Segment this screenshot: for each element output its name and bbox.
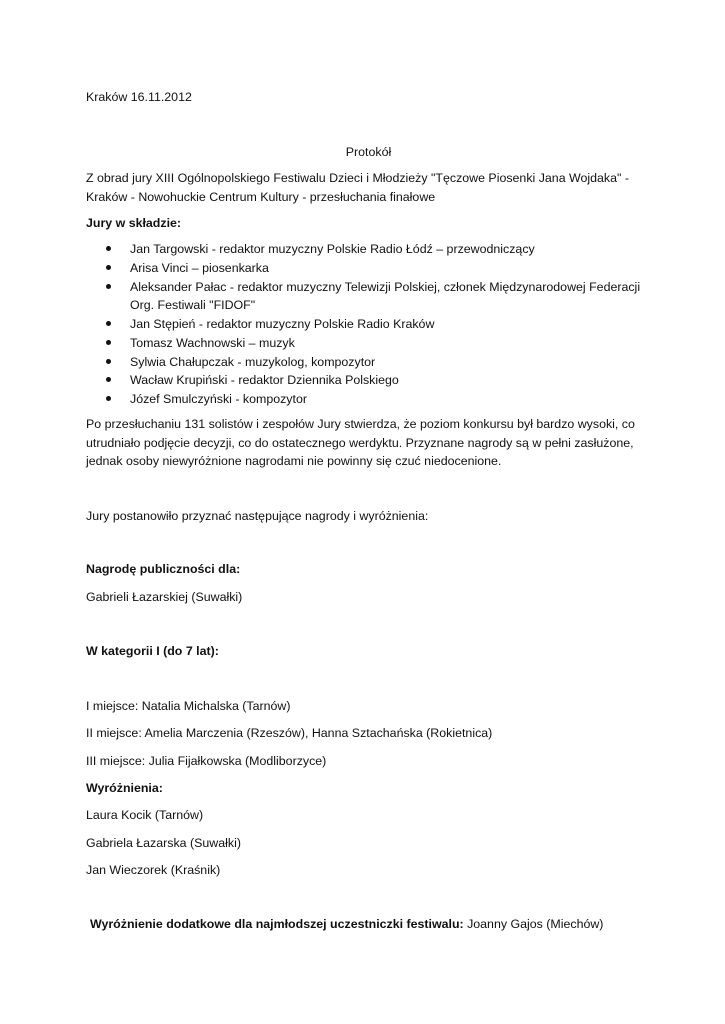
honor-item: Jan Wieczorek (Kraśnik) <box>86 863 221 877</box>
statement-line-3: jednak osoby niewyróżnione nagrodami nie powinny się czuć niedocenione. <box>86 454 502 468</box>
bullet-icon <box>106 284 111 289</box>
honor-item: Gabriela Łazarska (Suwałki) <box>86 836 241 850</box>
audience-award-winner: Gabrieli Łazarskiej (Suwałki) <box>86 590 243 604</box>
jury-member: Jan Stępień - redaktor muzyczny Polskie Radio Kraków <box>130 317 435 331</box>
audience-award-heading: Nagrodę publiczności dla: <box>86 562 241 576</box>
jury-member: Jan Targowski - redaktor muzyczny Polskie Radio Łódź – przewodniczący <box>130 242 535 256</box>
jury-member: Tomasz Wachnowski – muzyk <box>130 336 295 350</box>
bullet-icon <box>106 340 111 345</box>
honor-item: Laura Kocik (Tarnów) <box>86 808 204 822</box>
statement-line-2: utrudniało podjęcie decyzji, co do ostatecznego werdyktu. Przyznane nagrody są w pełni zasłużone, <box>86 436 634 450</box>
jury-member-continuation: Org. Festiwali "FIDOF" <box>130 298 256 312</box>
document-title: Protokół <box>345 145 392 159</box>
place-date: Kraków 16.11.2012 <box>86 90 192 104</box>
intro-line-2: Kraków - Nowohuckie Centrum Kultury - przesłuchania finałowe <box>86 190 436 204</box>
jury-member: Arisa Vinci – piosenkarka <box>130 261 269 275</box>
bullet-icon <box>106 321 111 326</box>
bullet-icon <box>106 396 111 401</box>
bullet-icon <box>106 359 111 364</box>
bullet-icon <box>106 377 111 382</box>
third-place: III miejsce: Julia Fijałkowska (Modliborzyce) <box>86 754 327 768</box>
bullet-icon <box>106 265 111 270</box>
jury-member: Aleksander Pałac - redaktor muzyczny Telewizji Polskiej, członek Międzynarodowej Federacji <box>130 280 641 294</box>
special-award-winner: Joanny Gajos (Miechów) <box>463 917 604 931</box>
special-award-label: Wyróżnienie dodatkowe dla najmłodszej uczestniczki festiwalu: <box>90 917 464 931</box>
decision-text: Jury postanowiło przyznać następujące nagrody i wyróżnienia: <box>86 509 429 523</box>
intro-line-1: Z obrad jury XIII Ogólnopolskiego Festiwalu Dzieci i Młodzieży "Tęczowe Piosenki Jana Wojdaka" - <box>86 171 629 185</box>
special-award <box>90 915 603 933</box>
jury-member: Sylwia Chałupczak - muzykolog, kompozytor <box>130 355 376 369</box>
category-1-heading: W kategorii I (do 7 lat): <box>86 644 219 658</box>
jury-heading: Jury w składzie: <box>86 216 182 230</box>
statement-line-1: Po przesłuchaniu 131 solistów i zespołów Jury stwierdza, że poziom konkursu był bardzo wysoki, co <box>86 417 635 431</box>
honors-heading: Wyróżnienia: <box>86 781 163 795</box>
second-place: II miejsce: Amelia Marczenia (Rzeszów), Hanna Sztachańska (Rokietnica) <box>86 726 493 740</box>
jury-member: Wacław Krupiński - redaktor Dziennika Polskiego <box>130 373 399 387</box>
first-place: I miejsce: Natalia Michalska (Tarnów) <box>86 699 291 713</box>
jury-member: Józef Smulczyński - kompozytor <box>130 392 307 406</box>
bullet-icon <box>106 246 111 251</box>
